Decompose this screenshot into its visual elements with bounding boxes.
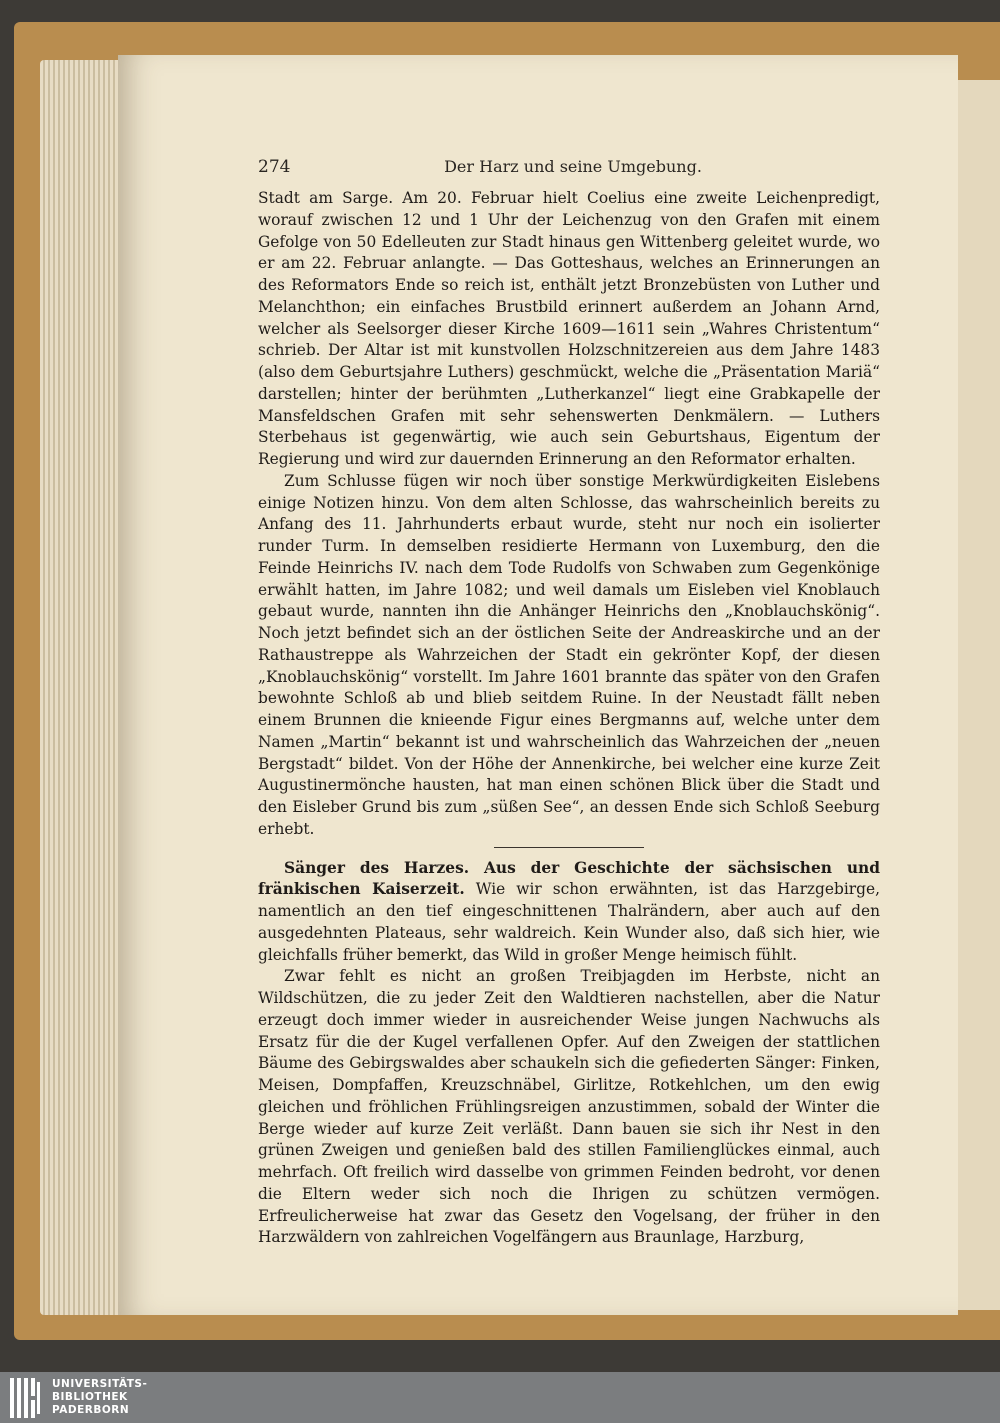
page-header [258, 157, 888, 183]
library-logo-icon [8, 1376, 42, 1420]
paragraph: Zwar fehlt es nicht an großen Treibjagden im Herbste, nicht an Wildschützen, die zu jeder Zeit den Waldtieren nachstellen, aber die Natur erzeugt doch immer wieder in ausreichender Weise jungen Nachwuchs als Ersatz für die der Kugel verfallenen Opfer. Auf den Zweigen der stattlichen Bäume des Gebirgswaldes aber schaukeln sich die gefiederten Sänger: Finken, Meisen, Dompfaffen, Kreuzschnäbel, Girlitze, Rotkehlchen, um den ewig gleichen und fröhlichen Frühlingsreigen anzustimmen, sobald der Winter die Berge wieder auf kurze Zeit verläßt. Dann bauen sie sich ihr Nest in den grünen Zweigen und genießen bald des stillen Familienglückes einmal, auch mehrfach. Oft freilich wird dasselbe von grimmen Feinden bedroht, vor denen die Eltern weder sich noch die Ihrigen zu schützen vermögen. Erfreulicherweise hat zwar das Gesetz den Vogelsang, der früher in den Harzwäldern von zahlreichen Vogelfängern aus Braunlage, Harzburg, [258, 967, 880, 1247]
library-name-line: UNIVERSITÄTS- [52, 1378, 148, 1390]
paragraph: Wie wir schon erwähnten, ist das Harzgebirge, namentlich an den tief eingeschnittenen Thalrändern, aber auch auf den ausgedehnten Plateaus, sehr waldreich. Kein Wunder also, daß sich hier, wie gleichfalls früher bemerkt, das Wild in großer Menge heimisch fühlt. [258, 880, 880, 964]
paragraph: Zum Schlusse fügen wir noch über sonstige Merkwürdigkeiten Eislebens einige Notizen hinzu. Von dem alten Schlosse, das wahrscheinlich bereits zu Anfang des 11. Jahrhunderts erbaut wurde, steht nur noch ein isolierter runder Turm. In demselben residierte Hermann von Luxemburg, den die Feinde Heinrichs IV. nach dem Tode Rudolfs von Schwaben zum Gegenkönige erwählt hatten, im Jahre 1082; und weil damals um Eisleben viel Knoblauch gebaut wurde, nannten ihn die Anhänger Heinrichs den „Knoblauchskönig“. Noch jetzt befindet sich an der östlichen Seite der Andreaskirche und an der Rathaustreppe als Wahrzeichen der Stadt ein gekrönter Kopf, der diesen „Knoblauchskönig“ vorstellt. Im Jahre 1601 brannte das später von den Grafen bewohnte Schloß ab und blieb seitdem Ruine. In der Neustadt fällt neben einem Brunnen die knieende Figur eines Bergmanns auf, welche unter dem Namen „Martin“ bekannt ist und wahrscheinlich das Wahrzeichen der „neuen Bergstadt“ bildet. Von der Höhe der Annenkirche, bei welcher eine kurze Zeit Augustinermönche hausten, hat man einen schönen Blick über die Stadt und den Eisleber Grund bis zum „süßen See“, an dessen Ende sich Schloß Seeburg erhebt. [258, 471, 880, 838]
page-number: 274 [258, 157, 291, 177]
paragraph: Stadt am Sarge. Am 20. Februar hielt Coelius eine zweite Leichenpredigt, worauf zwischen 12 und 1 Uhr der Leichenzug von den Grafen mit einem Gefolge von 50 Edelleuten zur Stadt hinaus gen Wittenberg geleitet wurde, wo er am 22. Februar anlangte. — Das Gotteshaus, welches an Erinnerungen an des Reformators Ende so reich ist, enthält jetzt Bronzebüsten von Luther und Melanchthon; ein einfaches Brustbild erinnert außerdem an Johann Arnd, welcher als Seelsorger dieser Kirche 1609—1611 sein „Wahres Christentum“ schrieb. Der Altar ist mit kunstvollen Holzschnitzereien aus dem Jahre 1483 (also dem Geburtsjahre Luthers) geschmückt, welche die „Präsentation Mariä“ darstellen; hinter der berühmten „Lutherkanzel“ liegt eine Grabkapelle der Mansfeldschen Grafen mit sehr sehenswerten Denkmälern. — Luthers Sterbehaus ist gegenwärtig, wie auch sein Geburtshaus, Eigentum der Regierung und wird zur dauernden Erinnerung an den Reformator erhalten. [258, 189, 880, 468]
section-divider [494, 847, 644, 848]
section-heading: Sänger des Harzes. Aus der Geschichte der sächsischen und fränkischen Kaiserzeit. [258, 858, 880, 899]
running-head: Der Harz und seine Umgebung. [444, 157, 702, 176]
page-body [258, 188, 880, 1249]
library-footer [0, 1372, 1000, 1423]
library-name [52, 1378, 147, 1417]
library-name-line: PADERBORN [52, 1404, 130, 1416]
library-name-line: BIBLIOTHEK [52, 1391, 128, 1403]
